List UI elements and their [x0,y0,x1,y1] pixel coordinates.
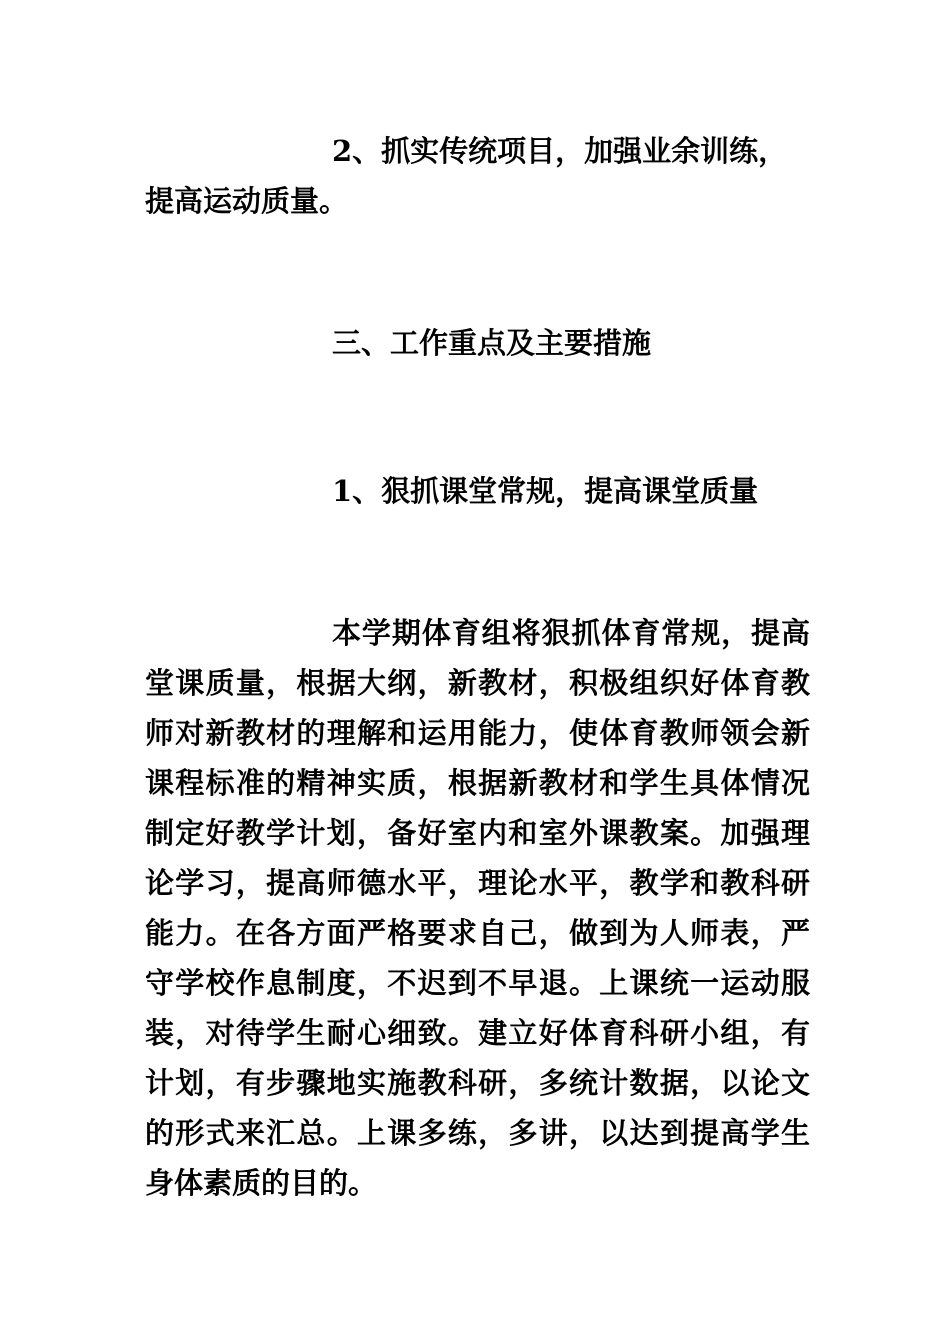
section-heading-key-work: 三、工作重点及主要措施 [332,326,652,360]
subheading-classroom-routine: 1、狠抓课堂常规，提高课堂质量 [332,474,759,508]
paragraph-semester-plan: 本学期体育组将狠抓体育常规，提高堂课质量，根据大纲，新教材，积极组织好体育教师对新教材的理解和运用能力，使体育教师领会新课程标准的精神实质，根据新教材和学生具体情况制定好教学计划，备好室内和室外课教案。加强理论学习，提高师德水平，理论水平，教学和教科研能力。在各方面严格要求自己，做到为人师表，严守学校作息制度，不迟到不早退。上课统一运动服装，对待学生耐心细致。建立好体育科研小组，有计划，有步骤地实施教科研，多统计数据，以论文的形式来汇总。上课多练，多讲，以达到提高学生身体素质的目的。 [145,616,810,1200]
paragraph-traditional-projects: 2、抓实传统项目，加强业余训练，提高运动质量。 [145,134,788,218]
